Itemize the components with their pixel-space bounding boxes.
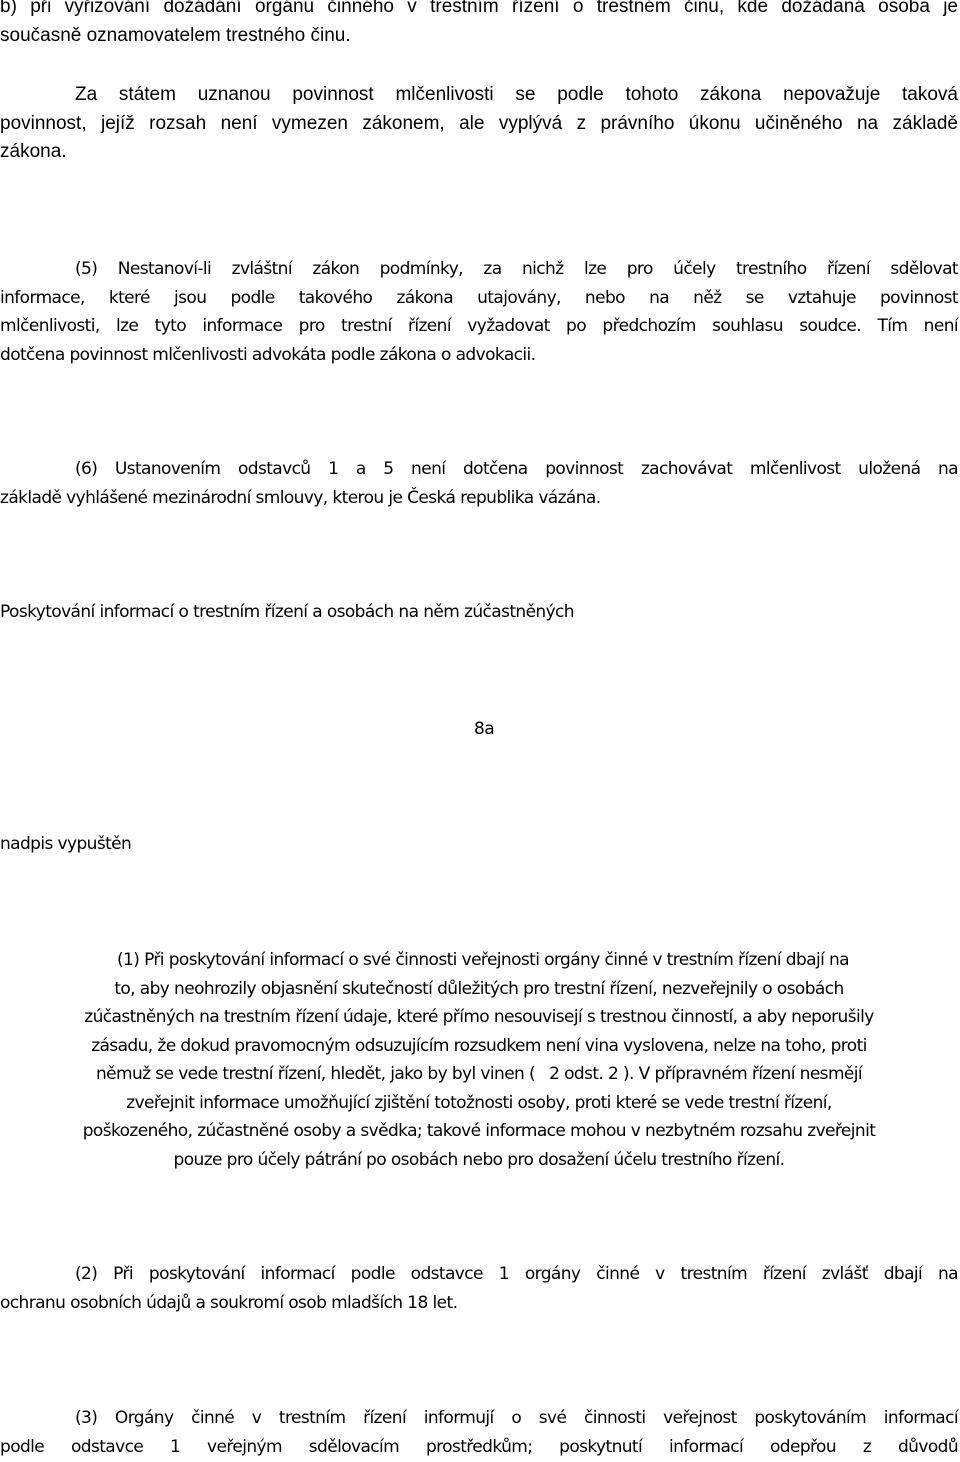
paragraph-5 [0,255,958,369]
s8a-p3-line-2: podle odstavce 1 veřejným sdělovacím prostředkům; poskytnutí informací odepřou z důvodů [0,1436,958,1457]
section-number [458,715,578,744]
paragraph-5-line-2: informace, které jsou podle takového zákona utajovány, nebo na něž se vztahuje povinnost [0,287,958,308]
paragraph-5-line-3: mlčenlivosti, lze tyto informace pro trestní řízení vyžadovat po předchozím souhlasu soudce. Tím není [0,316,958,336]
paragraph-6 [0,455,958,512]
paragraph-6-line-2: základě vyhlášené mezinárodní smlouvy, kterou je Česká republika vázána. [0,487,601,508]
s8a-p1-line-5-pre: němuž se vede trestní řízení, hledět, jako by byl vinen ( [95,1064,536,1084]
s8a-p1-line-3: zúčastněných na trestním řízení údaje, které přímo nesouvisejí s trestnou činností, a aby neporušily [84,1007,874,1027]
s8a-p1-line-8: pouze pro účely pátrání po osobách nebo pro dosažení účelu trestního řízení. [173,1149,785,1170]
s8a-paragraph-1 [0,946,958,1174]
s8a-p2-line-1: (2) Při poskytování informací podle odstavce 1 orgány činné v trestním řízení zvlášť dbají na [75,1264,958,1284]
paragraph-6-line-1: (6) Ustanovením odstavců 1 a 5 není dotčena povinnost zachovávat mlčenlivost uložená na [75,459,958,479]
item-b-paragraph [0,0,958,50]
section-heading-text: Poskytování informací o trestním řízení a osobách na něm zúčastněných [0,602,574,622]
state-secrecy-line-2: povinnost, jejíž rozsah není vymezen zákonem, ale vyplývá z právního úkonu učiněného na základě [0,112,958,134]
state-secrecy-line-1: Za státem uznanou povinnost mlčenlivosti se podle tohoto zákona nepovažuje taková [75,84,958,105]
heading-note [0,830,958,859]
s8a-p1-line-2: to, aby neohrozily objasnění skutečností důležitých pro trestní řízení, nezveřejnily o osobách [114,978,844,999]
s8a-p1-line-4: zásadu, že dokud pravomocným odsuzujícím rozsudkem není vina vyslovena, nelze na toho, proti [91,1035,867,1056]
s8a-p1-line-6: zveřejnit informace umožňující zjištění totožnosti osoby, proti které se vede trestní řízení, [126,1092,832,1113]
s8a-paragraph-2 [0,1260,958,1317]
paragraph-5-line-4: dotčena povinnost mlčenlivosti advokáta podle zákona o advokacii. [0,344,536,365]
paragraph-5-line-1: (5) Nestanoví-li zvláštní zákon podmínky, za nichž lze pro účely trestního řízení sdělovat [75,259,958,279]
s8a-p1-line-5-post: 2 odst. 2 ). V přípravném řízení nesmějí [549,1064,863,1084]
state-secrecy-paragraph [0,81,958,167]
section-sign-icon [458,715,474,744]
s8a-p1-line-5 [0,1060,958,1089]
item-b-line-2: současně oznamovatelem trestného činu. [0,24,351,46]
s8a-p1-line-1: (1) Při poskytování informací o své činnosti veřejnosti orgány činné v trestním řízení dbají na [116,950,849,970]
item-b-line-1: b) při vyřizování dožádání orgánu činného v trestním řízení o trestném činu, kde dožádaná osoba je [0,0,958,17]
s8a-p3-line-1: (3) Orgány činné v trestním řízení informují o své činnosti veřejnost poskytováním informací [75,1408,958,1428]
section-number-text: 8a [474,719,495,739]
s8a-p1-line-7: poškozeného, zúčastněné osoby a svědka; takové informace mohou v nezbytném rozsahu zveřejnit [82,1121,876,1141]
section-sign-icon [535,1060,549,1089]
s8a-paragraph-3 [0,1404,958,1461]
s8a-p2-line-2: ochranu osobních údajů a soukromí osob mladších 18 let. [0,1292,458,1313]
heading-note-text: nadpis vypuštěn [0,834,132,854]
state-secrecy-line-3: zákona. [0,141,67,162]
section-heading [0,598,958,627]
